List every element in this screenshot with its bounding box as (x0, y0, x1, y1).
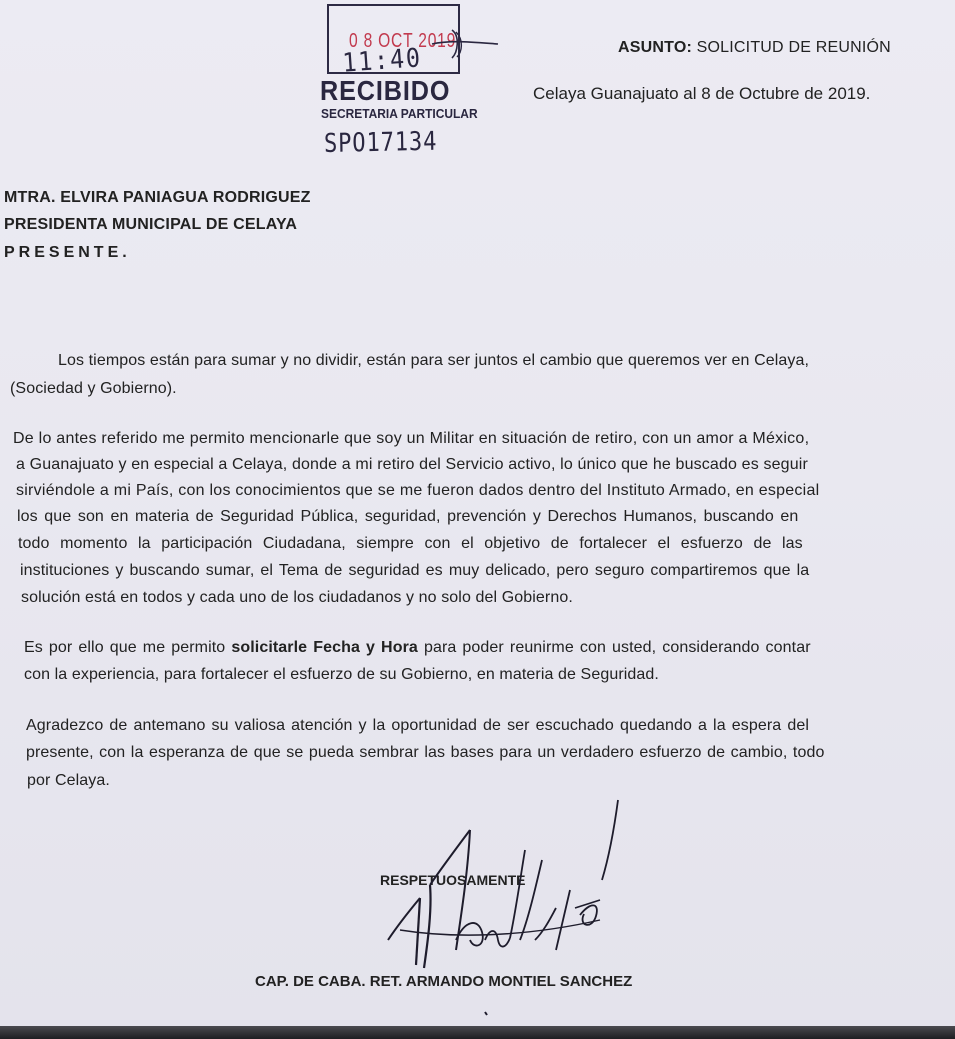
recipient-presente: PRESENTE. (4, 244, 131, 261)
body-line: instituciones y buscando sumar, el Tema de seguridad es muy delicado, pero seguro compartiremos que la (20, 562, 810, 579)
stamp-handwritten-time: 11:40 (341, 43, 423, 79)
body-line-request (24, 639, 811, 657)
body-line: por Celaya. (27, 772, 110, 789)
recipient-title: PRESIDENTA MUNICIPAL DE CELAYA (4, 216, 298, 233)
request-text-bold: solicitarle Fecha y Hora (231, 639, 418, 656)
request-text-start: Es por ello que me permito (24, 639, 232, 656)
body-line: a Guanajuato y en especial a Celaya, donde a mi retiro del Servicio activo, lo único que he buscado es seguir (16, 456, 808, 473)
date-line: Celaya Guanajuato al 8 de Octubre de 2019. (533, 84, 871, 103)
page-edge-shadow (0, 1026, 955, 1039)
body-line: (Sociedad y Gobierno). (10, 380, 177, 397)
body-line: solución está en todos y cada uno de los ciudadanos y no solo del Gobierno. (21, 589, 573, 606)
body-line: sirviéndole a mi País, con los conocimientos que se me fueron dados dentro del Instituto Armado, en especial (16, 482, 820, 499)
stamp-folio: SPO17134 (323, 126, 438, 159)
stamp-office: SECRETARIA PARTICULAR (321, 106, 478, 121)
body-line: todo momento la participación Ciudadana, siempre con el objetivo de fortalecer el esfuerzo de las (18, 535, 803, 552)
body-line: con la experiencia, para fortalecer el esfuerzo de su Gobierno, en materia de Seguridad. (24, 666, 659, 683)
body-line: Agradezco de antemano su valiosa atención y la oportunidad de ser escuchado quedando a la espera del (26, 717, 809, 734)
subject-text: SOLICITUD DE REUNIÓN (696, 39, 891, 56)
body-line: De lo antes referido me permito mencionarle que soy un Militar en situación de retiro, con un amor a México, (13, 430, 810, 447)
recipient-name: MTRA. ELVIRA PANIAGUA RODRIGUEZ (4, 189, 311, 206)
body-line: Los tiempos están para sumar y no dividir, están para ser juntos el cambio que queremos ver en Celaya, (58, 352, 810, 369)
request-text-end: para poder reunirme con usted, considerando contar (417, 639, 811, 656)
stamp-date: 0 8 OCT 2019 (349, 30, 457, 52)
stamp-title: RECIBIDO (320, 75, 451, 106)
body-line: los que son en materia de Seguridad Pública, seguridad, prevención y Derechos Humanos, buscando en (17, 508, 799, 525)
signer-name: CAP. DE CABA. RET. ARMANDO MONTIEL SANCHEZ (255, 973, 633, 990)
closing-salutation: RESPETUOSAMENTE (380, 872, 526, 888)
subject-line (618, 39, 891, 57)
stamp-scribble (430, 22, 500, 62)
body-line: presente, con la esperanza de que se pueda sembrar las bases para un verdadero esfuerzo de cambio, todo (26, 744, 825, 761)
subject-label: ASUNTO: (618, 39, 692, 56)
